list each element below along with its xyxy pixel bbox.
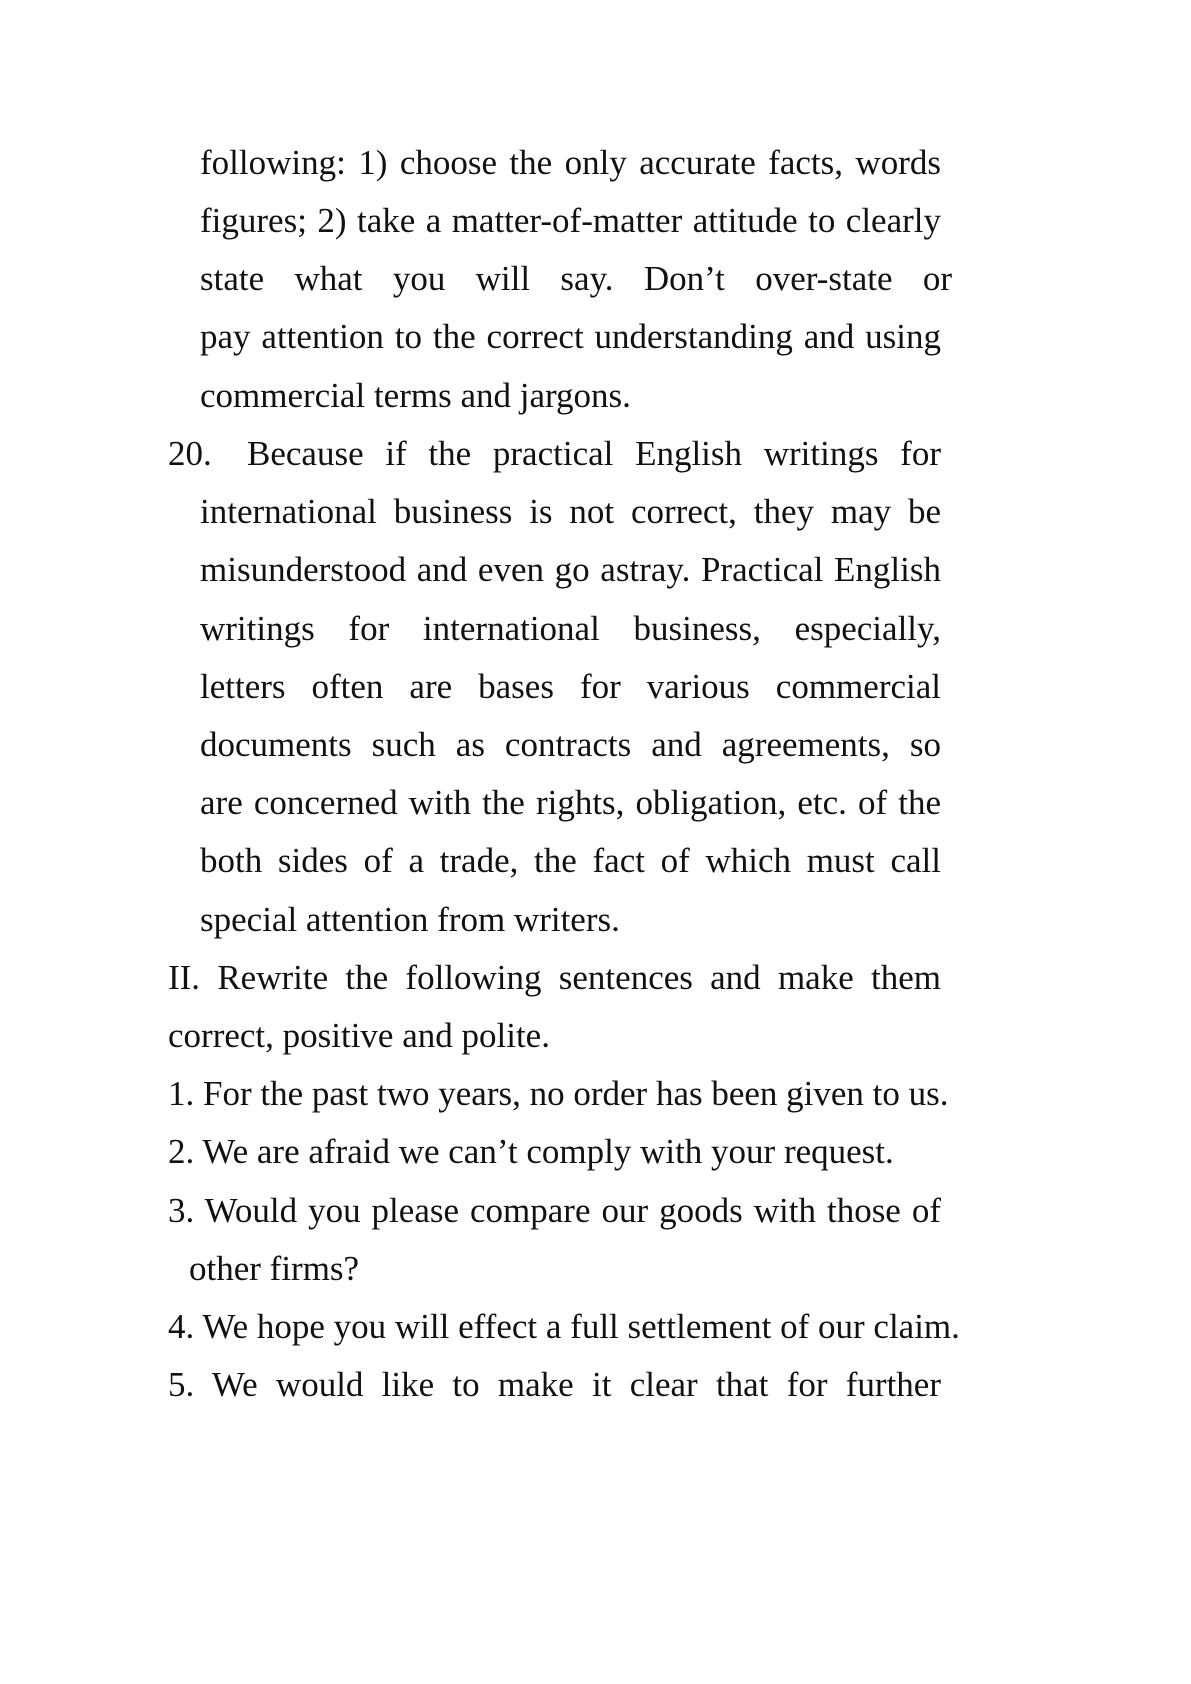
text-line: other firms? [189, 1249, 360, 1288]
text-line: pay attention to the correct understanding and using [200, 317, 941, 356]
list-item: 1. For the past two years, no order has been given to us. [168, 1074, 949, 1113]
text-line: misunderstood and even go astray. Practical English [200, 550, 941, 589]
text-line: following: 1) choose the only accurate facts, words [200, 143, 941, 182]
list-item: 4. We hope you will effect a full settlement of our claim. [168, 1307, 960, 1346]
item-number: 20. [168, 434, 212, 473]
text-line: international business is not correct, they may be [200, 492, 941, 531]
text-line: Because if the practical English writings for [247, 434, 941, 473]
list-item: 2. We are afraid we can’t comply with your request. [168, 1132, 894, 1171]
text-line: writings for international business, especially, [200, 609, 941, 648]
text-line: are concerned with the rights, obligation, etc. of the [200, 783, 941, 822]
text-line: special attention from writers. [200, 900, 620, 939]
text-line: figures; 2) take a matter-of-matter attitude to clearly [200, 201, 941, 240]
text-line: letters often are bases for various commercial [200, 667, 941, 706]
text-line: state what you will say. Don’t over-state or [200, 259, 952, 298]
section-heading: II. Rewrite the following sentences and make them [168, 958, 941, 997]
text-line: commercial terms and jargons. [200, 376, 631, 415]
text-line: documents such as contracts and agreements, so [200, 725, 941, 764]
list-item: 5. We would like to make it clear that for further [168, 1365, 941, 1404]
text-line: both sides of a trade, the fact of which must call [200, 841, 941, 880]
text-line: correct, positive and polite. [168, 1016, 550, 1055]
list-item: 3. Would you please compare our goods with those of [168, 1191, 941, 1230]
